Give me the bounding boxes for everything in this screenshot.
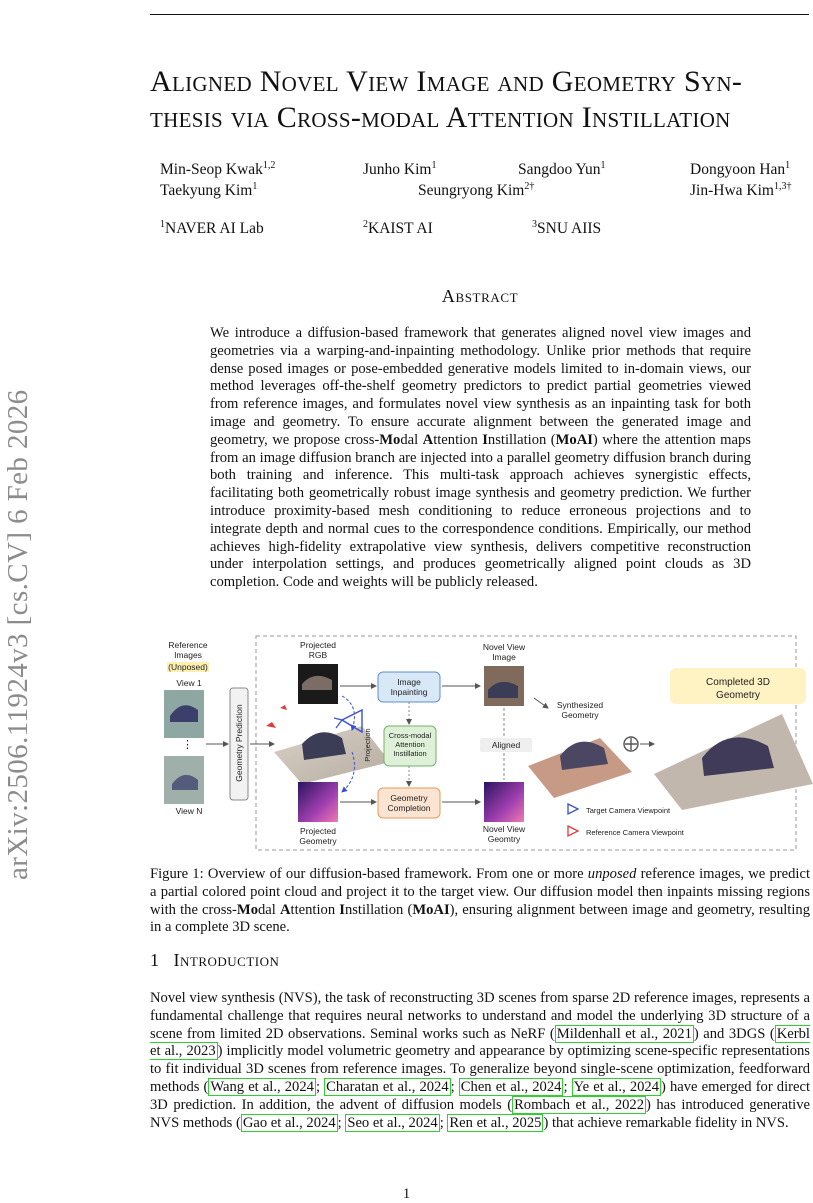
title-line-2: thesis via Cross-modal Attention Instillation <box>150 101 731 134</box>
image-inpainting-label: Image Inpainting <box>390 677 428 697</box>
citation-link[interactable]: Gao et al., 2024 <box>242 1114 336 1131</box>
citation-link[interactable]: Wang et al., 2024 <box>210 1078 314 1095</box>
affiliation: $^3$SNU AIIS <box>532 219 602 238</box>
citation-link[interactable]: Seo et al., 2024 <box>347 1114 438 1131</box>
citation-link[interactable]: Ye et al., 2024 <box>573 1078 660 1095</box>
ref-images-label: Reference Images <box>168 640 208 660</box>
legend-target-label: Target Camera Viewpoint <box>586 806 671 815</box>
reference-camera-icon <box>280 705 287 710</box>
reference-camera-icon <box>266 722 276 728</box>
author: Seungryong Kim$^{2\dagger}$ <box>418 181 535 200</box>
ellipsis: ⋮ <box>182 739 193 751</box>
legend-reference-label: Reference Camera Viewpoint <box>586 828 684 837</box>
arxiv-identifier[interactable]: arXiv:2506.11924v3 [cs.CV] 6 Feb 2026 <box>2 389 34 880</box>
projected-geometry-label: Projected Geometry <box>299 826 337 846</box>
citation-link[interactable]: Chen et al., 2024 <box>460 1078 562 1095</box>
geometry-completion-label: Geometry Completion <box>387 793 431 813</box>
author: Sangdoo Yun$^1$ <box>518 160 606 179</box>
legend-reference-icon <box>568 826 578 836</box>
citation-link[interactable]: Rombach et al., 2022 <box>514 1096 645 1113</box>
novel-view-geometry <box>484 782 524 822</box>
title-line-1: Aligned Novel View Image and Geometry Syn- <box>150 65 743 98</box>
author: Taekyung Kim$^1$ <box>160 181 258 200</box>
author: Min-Seop Kwak$^{1,2}$ <box>160 160 276 179</box>
top-rule <box>150 14 809 15</box>
citation-link[interactable]: Charatan et al., 2024 <box>326 1078 449 1095</box>
completed-3d-label: Completed 3D Geometry <box>706 677 770 701</box>
view-1-label: View 1 <box>176 678 202 688</box>
figure-1 <box>162 634 813 852</box>
section-heading <box>150 950 550 971</box>
citation-link[interactable]: Mildenhall et al., 2021 <box>556 1025 692 1042</box>
projected-rgb-label: Projected RGB <box>300 640 336 660</box>
abstract-body: We introduce a diffusion-based framework that generates aligned novel view images and geometries via a warping-and-inpainting methodology. Unlike prior methods that require dense posed images or pose-embedded generative models limited to in-domain views, our method leverages off-the-shelf geometry predictors to predict partial geometries viewed from reference images, and formulates novel view synthesis as an inpainting task for both image and geometry. To ensure accurate alignment between the generated image and geometry, we propose cross-Modal Attention Instillation (MoAI) where the attention maps from an image diffusion branch are injected into a parallel geometry diffusion branch during both training and inference. This multi-task approach achieves synergistic effects, facilitating both geometrically robust image synthesis and geometry prediction. We further introduce proximity-based mesh conditioning to reduce erroneous projections and to integrate depth and normal cues to the correspondence conditions. Empirically, our method achieves high-fidelity extrapolative view synthesis, delivers competitive reconstruction under interpolation settings, and produces geometrically aligned point clouds as 3D completion. Code and weights will be publicly released. <box>210 325 751 591</box>
affiliation: $^1$NAVER AI Lab <box>160 219 264 238</box>
affiliation: $^2$KAIST AI <box>363 219 433 238</box>
novel-view-geometry-label: Novel View Geomtry <box>482 824 526 844</box>
cross-modal-label: Cross-modal Attention Instillation <box>388 731 432 758</box>
figure-caption: Figure 1: Overview of our diffusion-based framework. From one or more unposed reference images, we predict a partial colored point cloud and project it to the target view. Our diffusion model then inpaints missing regions with the cross-Modal Attention Instillation (MoAI), ensuring alignment between image and geometry, resulting in a complete 3D scene. <box>150 866 810 936</box>
section-number: 1 <box>150 950 160 970</box>
unposed-label: (Unposed) <box>168 662 208 672</box>
geometry-prediction-label: Geometry Prediction <box>234 704 244 782</box>
projection-label: Projection <box>363 728 372 762</box>
author: Junho Kim$^1$ <box>363 160 437 179</box>
abstract-heading: Abstract <box>441 286 519 306</box>
page-number: 1 <box>402 1186 411 1202</box>
author: Dongyoon Han$^1$ <box>690 160 791 179</box>
citation-link[interactable]: Ren et al., 2025 <box>449 1114 542 1131</box>
view-n-label: View N <box>175 806 203 816</box>
projected-geometry-image <box>298 782 338 822</box>
aligned-label: Aligned <box>491 740 521 750</box>
section-title: Introduction <box>173 950 280 970</box>
author: Jin-Hwa Kim$^{1,3\dagger}$ <box>690 181 792 200</box>
synthesized-geometry-label: Synthesized Geometry <box>556 700 604 720</box>
introduction-paragraph: Novel view synthesis (NVS), the task of reconstructing 3D scenes from sparse 2D reference images, represents a fundamental challenge that requires neural networks to understand and model the underlying 3D structure of a scene from limited 2D observations. Seminal works such as NeRF ( Mildenhall et al., 2021 ) and 3DGS ( Kerbl et al., 2023 ) implicitly model volumetric geometry and appearance by optimizing scene-specific representations to fit individual 3D scenes from reference images. To generalize beyond single-scene optimization, feedforward methods ( Wang et al., 2024 ; Charatan et al., 2024 ; Chen et al., 2024 ; Ye et al., 2024 ) have emerged for direct 3D prediction. In addition, the advent of diffusion models ( Rombach et al., 2022 ) has introduced generative NVS methods ( Gao et al., 2024 ; Seo et al., 2024 ; Ren et al., 2025 ) that achieve remarkable fidelity in NVS. <box>150 990 811 1131</box>
citation-link[interactable]: Kerbl et al., 2023 <box>150 1025 810 1060</box>
legend-target-icon <box>568 804 578 814</box>
paper-title <box>150 64 810 136</box>
novel-view-image-label: Novel View Image <box>482 642 526 662</box>
